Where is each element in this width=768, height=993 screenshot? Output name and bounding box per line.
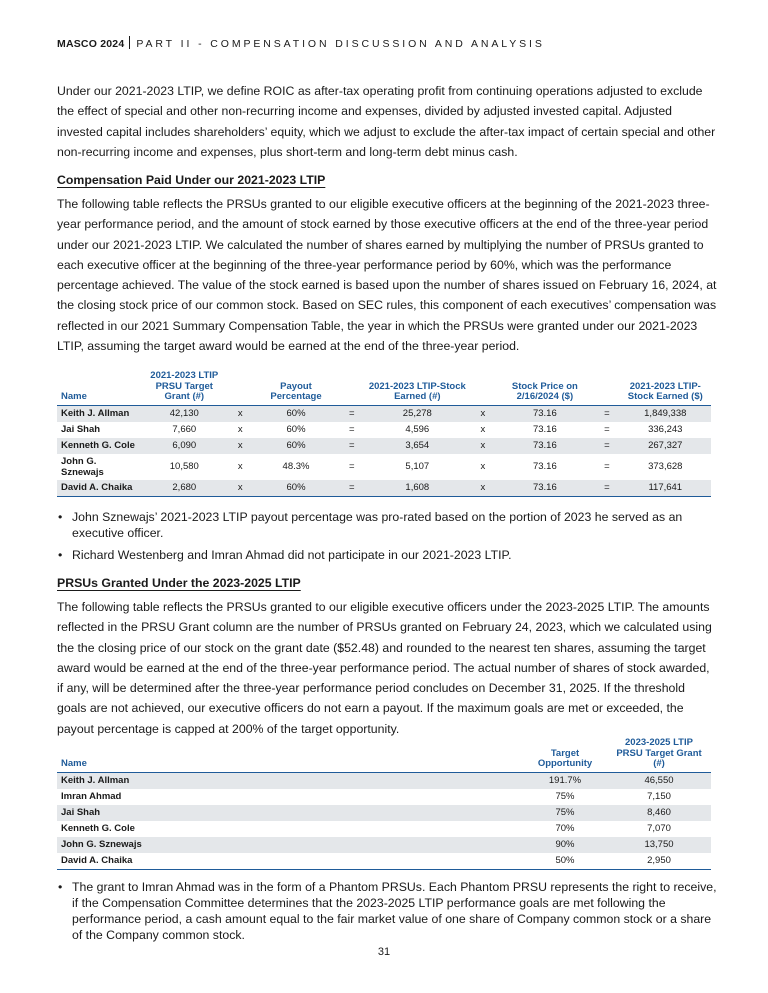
table-row: Imran Ahmad 75% 7,150 xyxy=(61,791,671,802)
table-row: John G. Sznewajs 10,580 x 48.3% = 5,107 x 73.16 = 373,628 xyxy=(61,455,683,478)
col-header-target-grant: 2023-2025 LTIP PRSU Target Grant (#) xyxy=(607,738,711,772)
table-row: David A. Chaika 50% 2,950 xyxy=(57,853,711,870)
section2-notes xyxy=(57,879,719,943)
intro-paragraph: Under our 2021-2023 LTIP, we define ROIC as after-tax operating profit from continuing operations adjusted to exclude the effect of special and other non-recurring income and expenses, divided by adjusted invested capital. Adjusted invested capital includes shareholders’ equity, which we adjust to exclude the after-tax impact of certain special and other non-recurring income and expenses, plus short-term and long-term debt minus cash. xyxy=(57,84,716,159)
list-item: • The grant to Imran Ahmad was in the form of a Phantom PRSUs. Each Phantom PRSU represents the right to receive, if the Compensation Committee determines that the 2023-2025 LTIP performance goals are met following the performance period, a cash amount equal to the fair market value of one share of Company common stock or a share of the Company common stock. xyxy=(57,879,719,943)
table-row: David A. Chaika 2,680 x 60% = 1,608 x 73.16 = 117,641 xyxy=(57,480,711,497)
ltip-2023-2025-table xyxy=(57,738,711,870)
ltip-2021-2023-table xyxy=(57,371,711,497)
header-section-title: PART II - COMPENSATION DISCUSSION AND ANALYSIS xyxy=(136,38,545,50)
col-header-target-grant: 2021-2023 LTIP PRSU Target Grant (#) xyxy=(141,371,228,405)
table-row: Kenneth G. Cole 6,090 x 60% = 3,654 x 73.16 = 267,327 xyxy=(57,438,711,454)
col-header-stock-price: Stock Price on 2/16/2024 ($) xyxy=(495,371,594,405)
col-header-name: Name xyxy=(57,371,141,405)
header-brand: MASCO 2024 xyxy=(57,38,125,50)
section2-paragraph: The following table reflects the PRSUs granted to our eligible executive officers under the 2023-2025 LTIP. The amounts reflected in the PRSU Grant column are the number of PRSUs granted on February 24, 2023, which we calculated using the the closing price of our stock on the grant date ($52.48) and rounded to the nearest ten shares, assuming the target award would be earned at the end of the three-year performance period. The actual number of shares of stock awarded, if any, will be determined after the three-year performance period concludes on December 31, 2025. If the threshold goals are not achieved, our executive officers do not earn a payout. If the maximum goals are met or exceeded, the payout percentage is capped at 200% of the target opportunity. xyxy=(57,600,712,736)
list-item: • Richard Westenberg and Imran Ahmad did not participate in our 2021-2023 LTIP. xyxy=(57,547,719,563)
table-row: Kenneth G. Cole 70% 7,070 xyxy=(61,823,671,834)
col-header-name: Name xyxy=(57,738,523,772)
table-row: Keith J. Allman 191.7% 46,550 xyxy=(57,772,711,789)
col-header-stock-earned-value: 2021-2023 LTIP-Stock Earned ($) xyxy=(620,371,711,405)
table-header-row xyxy=(57,371,711,405)
col-header-payout: Payout Percentage xyxy=(253,371,339,405)
section2-heading: PRSUs Granted Under the 2023-2025 LTIP xyxy=(57,576,301,590)
col-header-stock-earned-shares: 2021-2023 LTIP-Stock Earned (#) xyxy=(364,371,470,405)
table-row: Jai Shah 75% 8,460 xyxy=(57,805,711,821)
page-number: 31 xyxy=(377,946,391,958)
header-divider xyxy=(129,36,130,49)
section1-heading: Compensation Paid Under our 2021-2023 LTIP xyxy=(57,173,326,187)
table-row: Keith J. Allman 42,130 x 60% = 25,278 x 73.16 = 1,849,338 xyxy=(57,405,711,422)
table-row: John G. Sznewajs 90% 13,750 xyxy=(57,837,711,853)
list-item: • John Sznewajs’ 2021-2023 LTIP payout percentage was pro-rated based on the portion of 2023 he served as an executive officer. xyxy=(57,509,719,541)
section1-paragraph: The following table reflects the PRSUs granted to our eligible executive officers at the beginning of the 2021-2023 three-year performance period, and the amount of stock earned by those executive officers at the end of the three-year period under our 2021-2023 LTIP. We calculated the number of shares earned by multiplying the number of PRSUs granted to each executive officer at the beginning of the three-year performance period by 60%, which was the performance percentage achieved. The value of the stock earned is based upon the number of shares issued on February 16, 2024, at the closing stock price of our common stock. Based on SEC rules, this component of each executives’ compensation was reflected in our 2021 Summary Compensation Table, the year in which the PRSUs were granted under our 2021-2023 LTIP, assuming the target award would be earned at the end of the three-year period. xyxy=(57,197,717,354)
page-header xyxy=(57,36,545,50)
table-row: Jai Shah 7,660 x 60% = 4,596 x 73.16 = 336,243 xyxy=(61,424,683,435)
table-header-row xyxy=(57,738,711,772)
col-header-target-opportunity: Target Opportunity xyxy=(523,738,607,772)
section1-notes xyxy=(57,509,719,563)
